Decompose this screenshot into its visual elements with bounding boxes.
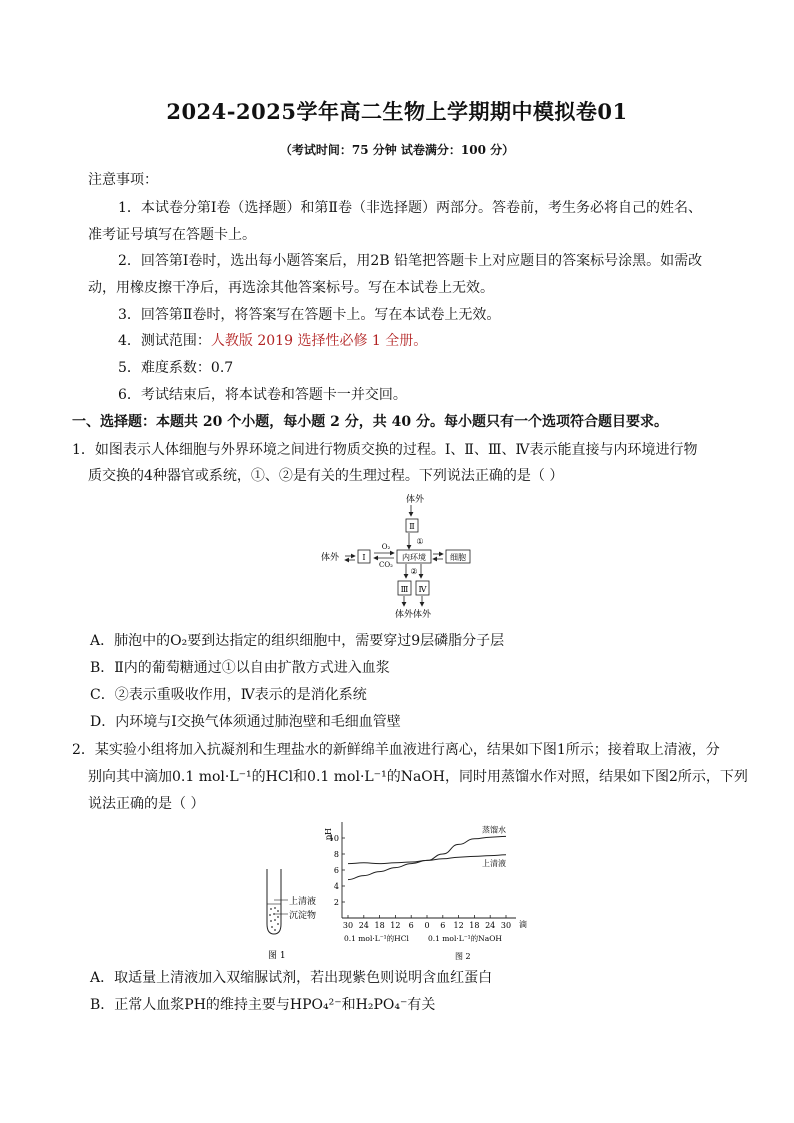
notice-item-3: 3．回答第Ⅱ卷时，将答案写在答题卡上。写在本试卷上无效。 xyxy=(118,307,501,323)
chart-y-tick-label: 4 xyxy=(333,882,339,891)
q1-process-2-label: ② xyxy=(410,567,418,576)
chart-x-tick-label: 24 xyxy=(358,921,369,930)
q2-option-a: A．取适量上清液加入双缩脲试剂，若出现紫色则说明含血红蛋白 xyxy=(90,970,493,986)
q1-exchange-diagram xyxy=(310,492,500,620)
q2-stem-a: 2．某实验小组将加入抗凝剂和生理盐水的新鲜绵羊血液进行离心，结果如下图1所示；接着取上清液，分 xyxy=(72,742,720,758)
q2-fig1-sediment-label: 沉淀物 xyxy=(289,911,317,921)
chart-x-right-label: 0.1 mol·L⁻¹的NaOH xyxy=(428,934,502,943)
q1-box-3-label: Ⅲ xyxy=(400,585,409,594)
notice-item-5: 5．难度系数：0.7 xyxy=(118,360,234,376)
chart-x-unit-label: 滴 xyxy=(519,920,527,929)
section-1-heading: 一、选择题：本题共 20 个小题，每小题 2 分，共 40 分。每小题只有一个选项符合题目要求。 xyxy=(72,414,668,430)
notice-item-2b: 动，用橡皮擦干净后，再选涂其他答案标号。写在本试卷上无效。 xyxy=(88,280,494,296)
chart-x-tick-label: 0 xyxy=(424,921,430,930)
q1-option-b: B．Ⅱ内的葡萄糖通过①以自由扩散方式进入血浆 xyxy=(90,660,390,676)
q1-box-1-label: Ⅰ xyxy=(362,553,366,562)
notice-item-6: 6．考试结束后，将本试卷和答题卡一并交回。 xyxy=(118,387,407,403)
q1-stem-b: 质交换的4种器官或系统，①、②是有关的生理过程。下列说法正确的是（ ） xyxy=(88,468,564,484)
q1-option-d: D．内环境与Ⅰ交换气体须通过肺泡壁和毛细血管壁 xyxy=(90,714,401,730)
q2-fig2-caption: 图 2 xyxy=(455,952,471,961)
chart-y-tick-label: 2 xyxy=(333,898,339,907)
q1-box-4-label: Ⅳ xyxy=(418,585,427,594)
chart-x-tick-label: 6 xyxy=(408,921,414,930)
notice-item-4-range: 人教版 2019 选择性必修 1 全册。 xyxy=(210,333,428,349)
q1-top-outside-label: 体外 xyxy=(405,495,425,505)
q1-option-a: A．肺泡中的O₂要到达指定的组织细胞中，需要穿过9层磷脂分子层 xyxy=(90,633,505,649)
chart-x-tick-label: 30 xyxy=(342,921,354,930)
chart-series-label-1: 蒸馏水 xyxy=(482,825,506,835)
chart-x-tick-label: 18 xyxy=(469,921,480,930)
q1-bottom-outside-label: 体外体外 xyxy=(394,610,432,620)
q2-figure-2-ph-chart xyxy=(322,818,537,962)
notice-item-1b: 准考证号填写在答题卡上。 xyxy=(88,227,256,243)
chart-x-tick-label: 12 xyxy=(390,921,401,930)
q1-co2-label: CO₂ xyxy=(379,561,393,569)
chart-y-tick-label: 8 xyxy=(333,850,339,859)
chart-series-label-2: 上清液 xyxy=(482,858,506,868)
chart-x-left-label: 0.1 mol·L⁻¹的HCl xyxy=(344,934,409,943)
q1-o2-label: O₂ xyxy=(381,543,391,551)
notice-item-4-prefix: 4．测试范围： xyxy=(118,333,211,349)
q1-cell-label: 细胞 xyxy=(450,553,466,562)
q2-option-b: B．正常人血浆PH的维持主要与HPO₄²⁻和H₂PO₄⁻有关 xyxy=(90,997,436,1013)
exam-title: 2024-2025学年高二生物上学期期中模拟卷01 xyxy=(166,99,628,124)
q2-stem-b: 别向其中滴加0.1 mol·L⁻¹的HCl和0.1 mol·L⁻¹的NaOH，同时用蒸馏水作对照，结果如下图2所示，下列 xyxy=(88,769,748,785)
chart-x-tick-label: 24 xyxy=(485,921,496,930)
q1-box-2-label: Ⅱ xyxy=(409,522,415,531)
notice-heading: 注意事项： xyxy=(88,172,158,188)
notice-item-1a: 1．本试卷分第Ⅰ卷（选择题）和第Ⅱ卷（非选择题）两部分。答卷前，考生务必将自己的姓名、 xyxy=(118,200,702,216)
chart-x-tick-label: 18 xyxy=(374,921,385,930)
q2-fig1-supernatant-label: 上清液 xyxy=(289,897,317,907)
chart-x-tick-label: 12 xyxy=(453,921,464,930)
exam-subtitle: （考试时间：75 分钟 试卷满分：100 分） xyxy=(279,143,515,157)
chart-x-tick-label: 30 xyxy=(500,921,512,930)
q1-left-outside-label: 体外 xyxy=(320,553,340,563)
q1-internal-environment-label: 内环境 xyxy=(402,553,426,562)
chart-y-axis-label: pH xyxy=(324,827,333,841)
chart-y-tick-label: 6 xyxy=(333,866,339,875)
chart-y-tick-label: 10 xyxy=(328,834,339,843)
q2-fig1-caption: 图 1 xyxy=(268,951,286,960)
q2-stem-c: 说法正确的是（ ） xyxy=(88,796,205,812)
chart-x-tick-label: 6 xyxy=(440,921,446,930)
q1-process-1-label: ① xyxy=(416,537,424,546)
q1-option-c: C．②表示重吸收作用，Ⅳ表示的是消化系统 xyxy=(90,687,367,703)
notice-item-4 xyxy=(118,332,427,350)
notice-item-2a: 2．回答第Ⅰ卷时，选出每小题答案后，用2B 铅笔把答题卡上对应题目的答案标号涂黑。如需改 xyxy=(118,253,703,269)
q1-stem-a: 1．如图表示人体细胞与外界环境之间进行物质交换的过程。Ⅰ、Ⅱ、Ⅲ、Ⅳ表示能直接与内环境进行物 xyxy=(72,442,698,458)
